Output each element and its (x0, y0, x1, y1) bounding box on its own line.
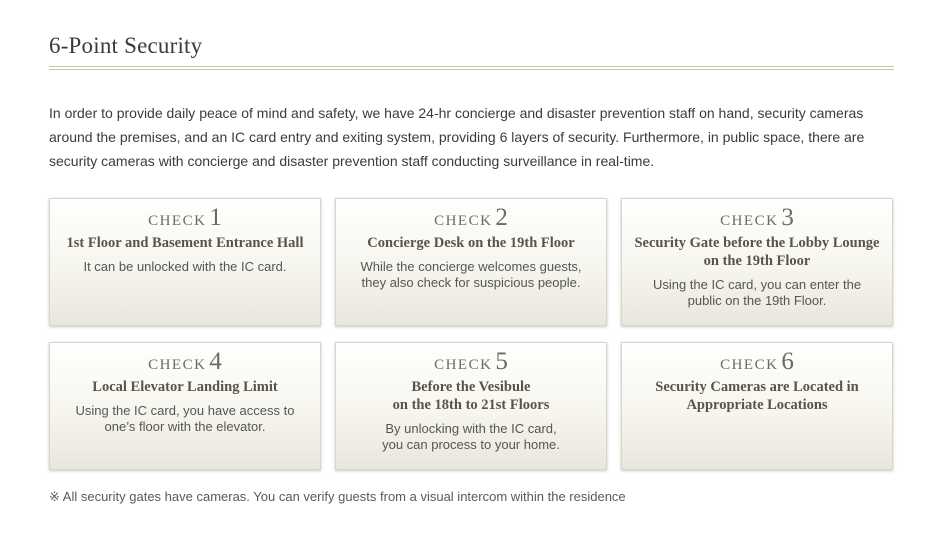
check-label: CHECK (720, 213, 779, 229)
check-label: CHECK (148, 357, 207, 373)
check-heading (336, 204, 606, 232)
check-description: By unlocking with the IC card, you can process to your home. (382, 421, 560, 452)
intro-paragraph: In order to provide daily peace of mind and safety, we have 24-hr concierge and disaster prevention staff on hand, security cameras around the premises, and an IC card entry and exiting system, providing 6 layers of security. Furthermore, in public space, there are security cameras with concierge and disaster prevention staff conducting surveillance in real-time. (49, 105, 865, 169)
check-label: CHECK (148, 213, 207, 229)
check-number: 4 (209, 348, 222, 375)
check-label: CHECK (434, 357, 493, 373)
check-card-4 (49, 342, 321, 470)
check-number: 2 (495, 204, 508, 231)
check-title: Security Cameras are Located in Appropriate Locations (655, 379, 859, 413)
check-label: CHECK (434, 213, 493, 229)
check-heading (50, 348, 320, 376)
check-description: While the concierge welcomes guests, they also check for suspicious people. (360, 259, 582, 290)
check-number: 6 (781, 348, 794, 375)
title-divider (49, 66, 894, 70)
check-description: Using the IC card, you have access to one’s floor with the elevator. (75, 403, 295, 434)
check-title: 1st Floor and Basement Entrance Hall (66, 235, 304, 251)
check-title: Local Elevator Landing Limit (92, 379, 278, 395)
check-number: 3 (781, 204, 794, 231)
check-card-1 (49, 198, 321, 326)
security-checks-grid (49, 198, 894, 470)
footnote: ※ All security gates have cameras. You can verify guests from a visual intercom within the residence (49, 489, 626, 504)
check-heading (622, 204, 892, 232)
check-label: CHECK (720, 357, 779, 373)
check-card-2 (335, 198, 607, 326)
check-heading (50, 204, 320, 232)
check-heading (336, 348, 606, 376)
page-title: 6-Point Security (49, 33, 203, 58)
check-description: It can be unlocked with the IC card. (83, 259, 287, 274)
check-number: 5 (495, 348, 508, 375)
check-card-5 (335, 342, 607, 470)
check-title: Concierge Desk on the 19th Floor (367, 235, 575, 251)
check-title: Before the Vesibule on the 18th to 21st Floors (392, 379, 550, 413)
check-title: Security Gate before the Lobby Lounge on the 19th Floor (634, 235, 880, 269)
check-number: 1 (209, 204, 222, 231)
check-description: Using the IC card, you can enter the public on the 19th Floor. (652, 277, 862, 308)
check-card-6 (621, 342, 893, 470)
check-heading (622, 348, 892, 376)
check-card-3 (621, 198, 893, 326)
